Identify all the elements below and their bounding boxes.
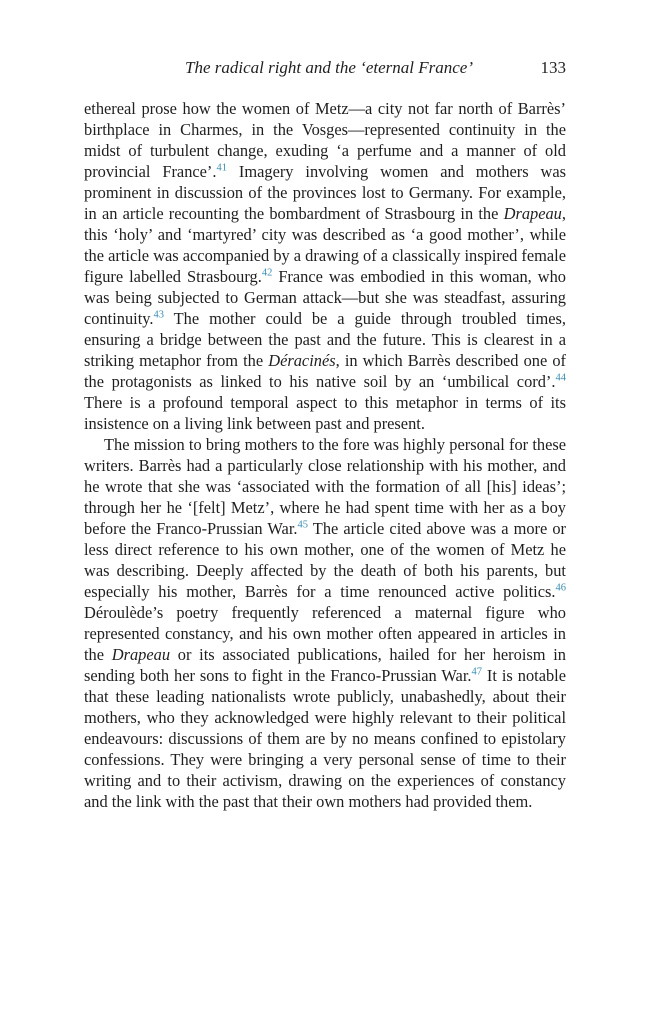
running-head <box>84 56 566 80</box>
text-run: France was embodied in this woman, who was being subjected to German attack—but she was steadfast, assuring continuity. <box>84 267 566 328</box>
paragraph <box>84 98 566 434</box>
text-run: , in which Barrès described one of the protagonists as linked to his native soil by an ‘umbilical cord’. <box>84 351 566 391</box>
footnote-ref-47[interactable]: 47 <box>471 666 482 678</box>
text-run: or its associated publications, hailed for her heroism in sending both her sons to fight in the Franco-Prussian War. <box>84 645 566 685</box>
text-run: Imagery involving women and mothers was prominent in discussion of the provinces lost to Germany. For example, in an article recounting the bombardment of Strasbourg in the <box>84 162 566 223</box>
text-run: , this ‘holy’ and ‘martyred’ city was described as ‘a good mother’, while the article was accompanied by a drawing of a classically inspired female figure labelled Strasbourg. <box>84 204 566 286</box>
text-run: It is notable that these leading nationalists wrote publicly, unabashedly, about their mothers, who they acknowledged were highly relevant to their political endeavours: discussions of them are by no means confined to epistolary confessions. They were bringing a very personal sense of time to their writing and to their activism, drawing on the experiences of constancy and the link with the past that their own mothers had provided them. <box>84 666 567 811</box>
italic-title: Drapeau <box>503 204 562 223</box>
text-run: The article cited above was a more or less direct reference to his own mother, one of the women of Metz he was describing. Deeply affected by the death of both his parents, but especially his mother, Barrès for a time renounced active politics. <box>84 519 567 601</box>
text-run: There is a profound temporal aspect to this metaphor in terms of its insistence on a living link between past and present. <box>84 393 566 433</box>
italic-title: Déracinés <box>268 351 336 370</box>
footnote-ref-45[interactable]: 45 <box>297 519 308 531</box>
footnote-ref-41[interactable]: 41 <box>216 162 227 174</box>
text-run: The mission to bring mothers to the fore was highly personal for these writers. Barrès had a particularly close relationship with his mother, and he wrote that she was ‘associated with the formation of all [his] ideas’; through her he ‘[felt] Metz’, where he had spent time with her as a boy before the Franco-Prussian War. <box>84 435 566 538</box>
text-run: The mother could be a guide through troubled times, ensuring a bridge between the past and the future. This is clearest in a striking metaphor from the <box>84 309 566 370</box>
text-run: ethereal prose how the women of Metz—a city not far north of Barrès’ birthplace in Charmes, in the Vosges—represented continuity in the midst of turbulent change, exuding ‘a perfume and a manner of old provincial France’. <box>84 99 566 181</box>
paragraph <box>84 434 566 812</box>
footnote-ref-43[interactable]: 43 <box>153 309 164 321</box>
text-run: Déroulède’s poetry frequently referenced a maternal figure who represented constancy, and his own mother often appeared in articles in the <box>84 603 566 664</box>
body-text <box>84 98 566 812</box>
footnote-ref-46[interactable]: 46 <box>555 582 566 594</box>
italic-title: Drapeau <box>111 645 171 664</box>
page-number: 133 <box>540 58 566 77</box>
footnote-ref-44[interactable]: 44 <box>555 372 566 384</box>
running-title: The radical right and the ‘eternal France’ <box>184 58 473 77</box>
footnote-ref-42[interactable]: 42 <box>261 267 273 279</box>
